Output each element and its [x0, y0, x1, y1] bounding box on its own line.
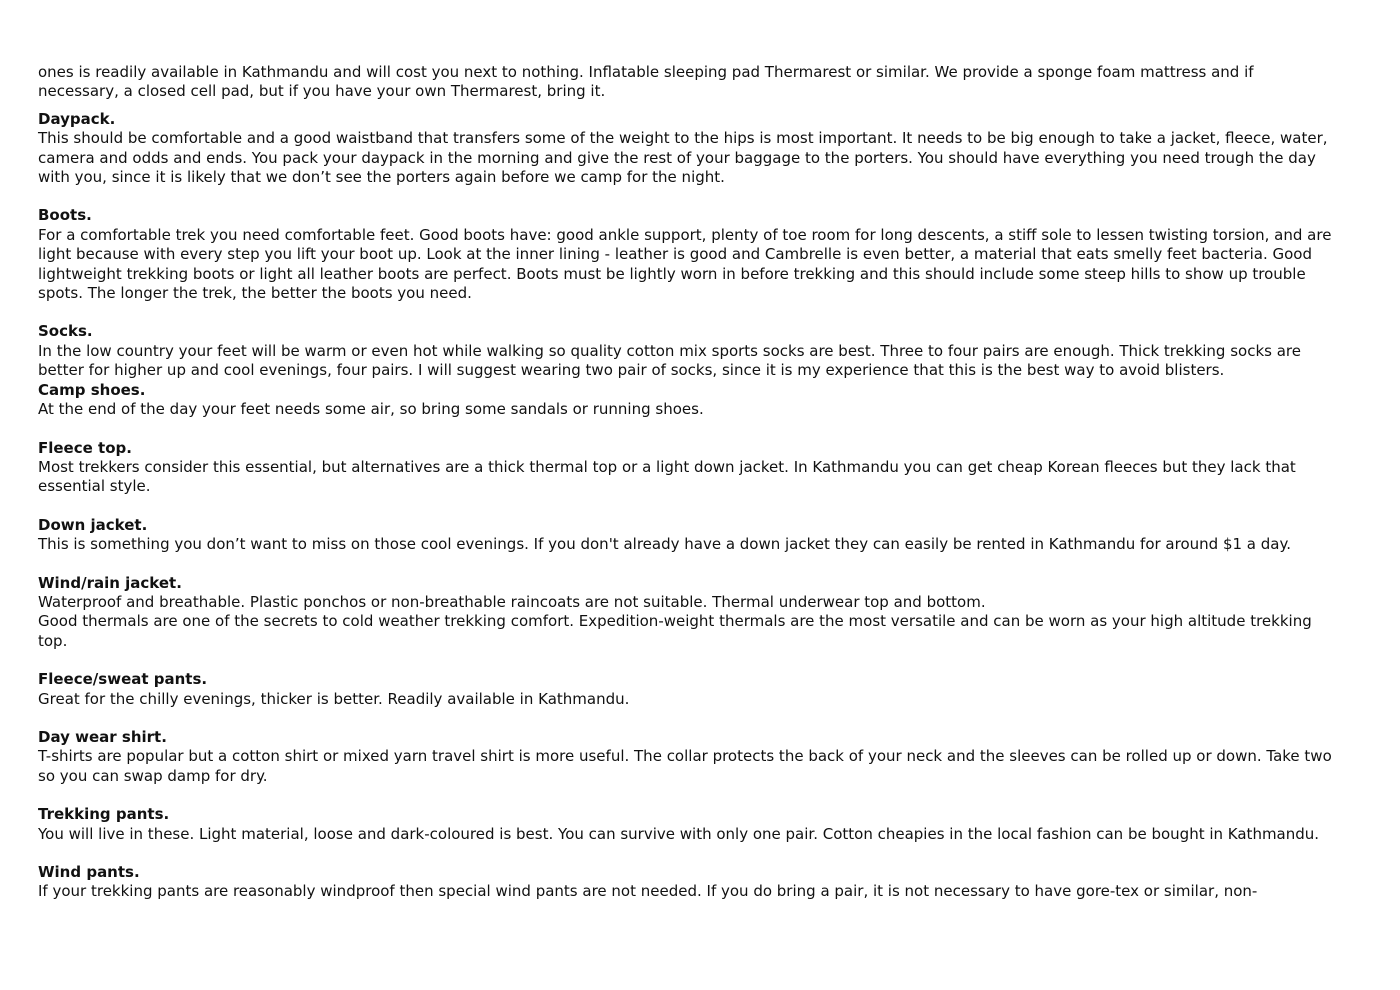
document-page [38, 63, 1338, 902]
section-camp-shoes [38, 381, 1338, 420]
section-fleece-top [38, 439, 1338, 497]
section-heading: Daypack. [38, 109, 116, 128]
section-heading: Camp shoes. [38, 380, 146, 399]
section-heading: Fleece top. [38, 438, 132, 457]
section-heading: Boots. [38, 206, 92, 225]
section-heading: Day wear shirt. [38, 727, 167, 746]
section-heading: Trekking pants. [38, 805, 170, 824]
section-heading: Down jacket. [38, 515, 148, 534]
section-heading: Socks. [38, 322, 93, 341]
section-day-wear-shirt [38, 728, 1338, 786]
section-body: You will live in these. Light material, loose and dark-coloured is best. You can survive with only one pair. Cotton cheapies in the local fashion can be bought in Kathmandu. [38, 824, 1320, 843]
intro-paragraph: ones is readily available in Kathmandu and will cost you next to nothing. Inflatable sleeping pad Thermarest or similar. We provide a sponge foam mattress and if necessary, a closed cell pad, but if you have your own Thermarest, bring it. [38, 63, 1254, 101]
section-body: Great for the chilly evenings, thicker is better. Readily available in Kathmandu. [38, 689, 630, 708]
section-down-jacket [38, 516, 1338, 555]
section-body: In the low country your feet will be warm or even hot while walking so quality cotton mix sports socks are best. Three to four pairs are enough. Thick trekking socks are better for higher up and cool evenings, four pairs. I will suggest wearing two pair of socks, since it is my experience that this is the best way to avoid blisters. [38, 341, 1301, 380]
section-body: For a comfortable trek you need comfortable feet. Good boots have: good ankle support, plenty of toe room for long descents, a stiff sole to lessen twisting torsion, and are light because with every step you lift your boot up. Look at the inner lining - leather is good and Cambrelle is even better, a material that eats smelly feet bacteria. Good lightweight trekking boots or light all leather boots are perfect. Boots must be lightly worn in before trekking and this should include some steep hills to show up trouble spots. The longer the trek, the better the boots you need. [38, 225, 1332, 303]
section-body: T-shirts are popular but a cotton shirt or mixed yarn travel shirt is more useful. The collar protects the back of your neck and the sleeves can be rolled up or down. Take two so you can swap damp for dry. [38, 747, 1332, 785]
section-body: Waterproof and breathable. Plastic ponchos or non-breathable raincoats are not suitable. Thermal underwear top and bottom. [38, 592, 986, 611]
section-body-continued: Good thermals are one of the secrets to cold weather trekking comfort. Expedition-weight thermals are the most versatile and can be worn as your high altitude trekking top. [38, 612, 1312, 650]
section-daypack [38, 110, 1338, 188]
section-body: Most trekkers consider this essential, but alternatives are a thick thermal top or a light down jacket. In Kathmandu you can get cheap Korean fleeces but they lack that essential style. [38, 457, 1296, 496]
section-body: If your trekking pants are reasonably windproof then special wind pants are not needed. If you do bring a pair, it is not necessary to have gore-tex or similar, non- [38, 882, 1258, 901]
section-body: This is something you don’t want to miss on those cool evenings. If you don't already have a down jacket they can easily be rented in Kathmandu for around $1 a day. [38, 535, 1291, 554]
section-wind-pants [38, 863, 1338, 902]
section-body: This should be comfortable and a good waistband that transfers some of the weight to the hips is most important. It needs to be big enough to take a jacket, fleece, water, camera and odds and ends. You pack your daypack in the morning and give the rest of your baggage to the porters. You should have everything you need trough the day with you, since it is likely that we don’t see the porters again before we camp for the night. [38, 129, 1328, 187]
section-heading: Fleece/sweat pants. [38, 670, 208, 689]
section-boots [38, 206, 1338, 303]
section-trekking-pants [38, 805, 1338, 844]
section-fleece-sweat-pants [38, 670, 1338, 709]
section-wind-rain-jacket [38, 574, 1338, 652]
section-socks [38, 322, 1338, 380]
section-heading: Wind/rain jacket. [38, 573, 182, 592]
section-heading: Wind pants. [38, 863, 140, 881]
section-body: At the end of the day your feet needs some air, so bring some sandals or running shoes. [38, 400, 704, 419]
